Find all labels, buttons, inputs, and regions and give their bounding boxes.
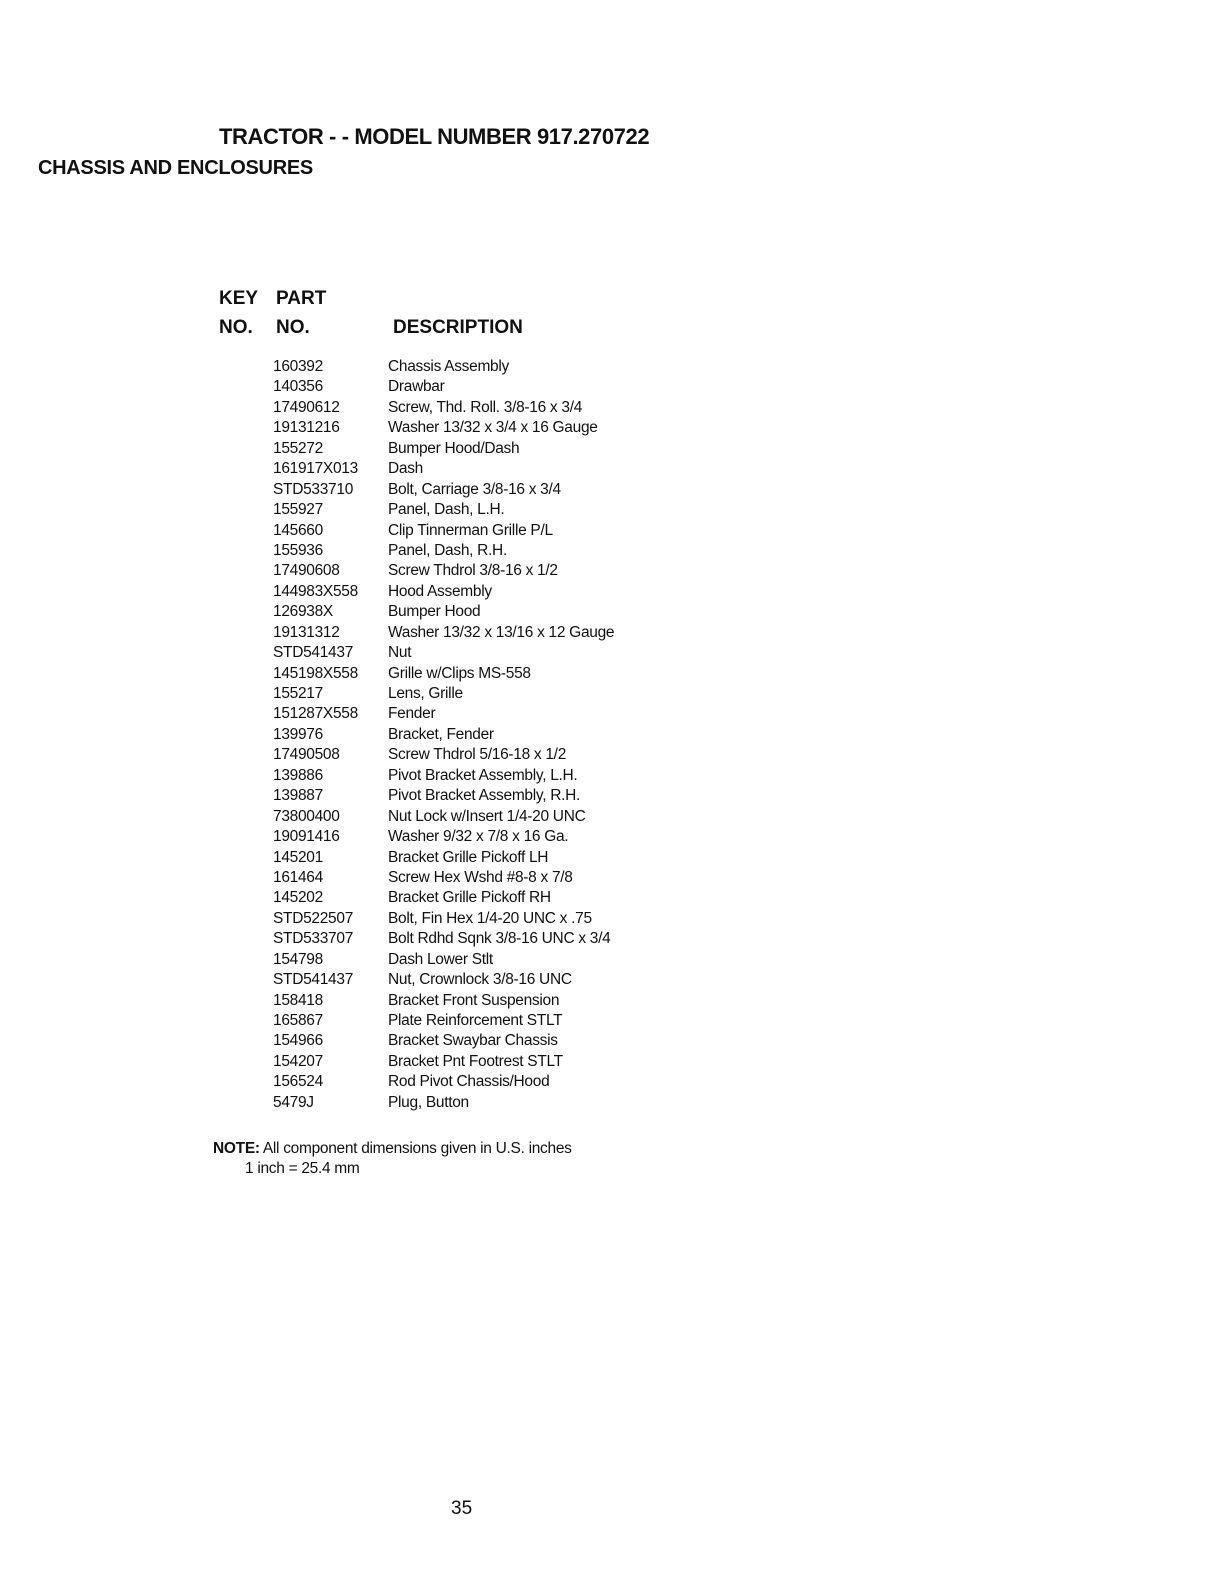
part-description: Bumper Hood/Dash <box>388 439 520 457</box>
part-description: Washer 13/32 x 13/16 x 12 Gauge <box>388 623 615 641</box>
part-number: 161917X013 <box>273 460 358 478</box>
page-number: 35 <box>451 1498 473 1519</box>
part-description: Bracket Front Suspension <box>388 991 560 1009</box>
table-row <box>0 888 700 908</box>
part-number: 5479J <box>273 1093 314 1111</box>
column-header-key-line2: NO. <box>219 317 253 338</box>
part-number: 154966 <box>273 1032 323 1050</box>
table-row <box>0 848 700 868</box>
part-description: Bolt, Carriage 3/8-16 x 3/4 <box>388 480 561 498</box>
part-number: 155217 <box>273 685 323 702</box>
table-row <box>0 704 700 724</box>
part-number: 151287X558 <box>273 705 358 723</box>
table-row <box>0 439 700 459</box>
table-row <box>0 541 700 561</box>
part-number: 145201 <box>273 848 323 866</box>
part-number: 126938X <box>273 603 333 621</box>
part-description: Fender <box>388 705 436 723</box>
part-description: Screw, Thd. Roll. 3/8-16 x 3/4 <box>388 398 583 416</box>
table-row <box>0 807 700 827</box>
part-description: Nut <box>388 644 412 662</box>
table-row <box>0 643 700 663</box>
table-row <box>0 459 700 479</box>
note-text: All component dimensions given in U.S. inches <box>259 1140 572 1157</box>
column-header-part-line1: PART <box>276 288 327 309</box>
table-row <box>0 684 700 704</box>
part-description: Nut Lock w/Insert 1/4-20 UNC <box>388 807 586 825</box>
table-row <box>0 377 700 397</box>
part-number: 73800400 <box>273 807 340 825</box>
part-number: 19131312 <box>273 623 340 641</box>
part-number: 156524 <box>273 1073 323 1091</box>
part-number: 19091416 <box>273 828 340 846</box>
part-number: 139887 <box>273 787 323 805</box>
column-header-description: DESCRIPTION <box>393 317 523 338</box>
table-row <box>0 664 700 684</box>
part-description: Bracket, Fender <box>388 725 494 743</box>
part-number: 160392 <box>273 358 323 375</box>
part-description: Bracket Pnt Footrest STLT <box>388 1052 563 1070</box>
part-description: Grille w/Clips MS-558 <box>388 664 531 682</box>
column-header-key-line1: KEY <box>219 288 259 309</box>
part-description: Dash <box>388 460 423 478</box>
table-row <box>0 521 700 541</box>
part-description: Clip Tinnerman Grille P/L <box>388 521 553 539</box>
table-row <box>0 950 700 970</box>
part-description: Nut, Crownlock 3/8-16 UNC <box>388 971 572 989</box>
table-row <box>0 1072 700 1092</box>
part-description: Pivot Bracket Assembly, R.H. <box>388 787 581 805</box>
part-number: STD522507 <box>273 909 354 927</box>
part-description: Dash Lower Stlt <box>388 950 493 968</box>
table-row <box>0 970 700 990</box>
table-row <box>0 745 700 765</box>
part-description: Panel, Dash, R.H. <box>388 541 507 559</box>
part-number: 139976 <box>273 725 323 743</box>
part-description: Panel, Dash, L.H. <box>388 501 505 519</box>
part-description: Hood Assembly <box>388 582 492 600</box>
part-description: Bumper Hood <box>388 603 481 621</box>
part-description: Drawbar <box>388 378 445 396</box>
table-row <box>0 418 700 438</box>
table-row <box>0 766 700 786</box>
part-description: Bracket Swaybar Chassis <box>388 1032 558 1050</box>
part-number: 154798 <box>273 950 323 968</box>
part-number: 155272 <box>273 439 323 457</box>
table-row <box>0 398 700 418</box>
part-description: Screw Thdrol 3/8-16 x 1/2 <box>388 562 558 580</box>
part-number: STD533707 <box>273 930 354 948</box>
part-number: 158418 <box>273 991 323 1009</box>
table-row <box>0 725 700 745</box>
part-number: 145202 <box>273 889 323 907</box>
part-description: Plug, Button <box>388 1093 469 1111</box>
table-row <box>0 868 700 888</box>
table-row <box>0 357 700 377</box>
part-description: Lens, Grille <box>388 685 463 702</box>
part-description: Bracket Grille Pickoff RH <box>388 889 551 907</box>
part-number: 140356 <box>273 378 323 396</box>
part-description: Screw Thdrol 5/16-18 x 1/2 <box>388 746 567 764</box>
part-number: 139886 <box>273 766 323 784</box>
part-number: 144983X558 <box>273 582 358 600</box>
table-row <box>0 561 700 581</box>
part-number: 154207 <box>273 1052 323 1070</box>
table-row <box>0 827 700 847</box>
part-number: 155927 <box>273 501 323 519</box>
column-header-part-line2: NO. <box>276 317 310 338</box>
part-description: Bolt Rdhd Sqnk 3/8-16 UNC x 3/4 <box>388 930 611 948</box>
note <box>213 1139 572 1159</box>
table-row <box>0 1011 700 1031</box>
table-row <box>0 991 700 1011</box>
part-number: 145660 <box>273 521 323 539</box>
part-number: STD541437 <box>273 971 354 989</box>
part-number: 17490612 <box>273 398 340 416</box>
part-description: Plate Reinforcement STLT <box>388 1012 563 1029</box>
part-number: 165867 <box>273 1012 323 1029</box>
part-description: Bolt, Fin Hex 1/4-20 UNC x .75 <box>388 909 592 927</box>
table-row <box>0 909 700 929</box>
part-number: 17490508 <box>273 746 340 764</box>
table-row <box>0 500 700 520</box>
table-row <box>0 1052 700 1072</box>
page-title: TRACTOR - - MODEL NUMBER 917.270722 <box>219 124 650 149</box>
table-row <box>0 1093 700 1113</box>
part-number: 19131216 <box>273 419 340 437</box>
part-description: Pivot Bracket Assembly, L.H. <box>388 766 578 784</box>
table-row <box>0 623 700 643</box>
note-conversion: 1 inch = 25.4 mm <box>245 1160 360 1177</box>
parts-list <box>0 357 700 1113</box>
part-description: Screw Hex Wshd #8-8 x 7/8 <box>388 868 573 886</box>
part-description: Rod Pivot Chassis/Hood <box>388 1073 550 1091</box>
table-row <box>0 1031 700 1051</box>
table-row <box>0 582 700 602</box>
part-number: 161464 <box>273 868 323 886</box>
table-row <box>0 602 700 622</box>
part-number: 17490608 <box>273 562 340 580</box>
part-number: 145198X558 <box>273 664 358 682</box>
table-row <box>0 480 700 500</box>
note-label: NOTE: <box>213 1140 260 1157</box>
part-description: Washer 13/32 x 3/4 x 16 Gauge <box>388 419 598 437</box>
table-row <box>0 929 700 949</box>
part-description: Bracket Grille Pickoff LH <box>388 848 549 866</box>
table-row <box>0 786 700 806</box>
part-number: STD533710 <box>273 480 354 498</box>
part-number: STD541437 <box>273 644 354 662</box>
part-description: Chassis Assembly <box>388 358 509 375</box>
section-title: CHASSIS AND ENCLOSURES <box>38 157 313 179</box>
part-number: 155936 <box>273 541 323 559</box>
part-description: Washer 9/32 x 7/8 x 16 Ga. <box>388 828 569 846</box>
